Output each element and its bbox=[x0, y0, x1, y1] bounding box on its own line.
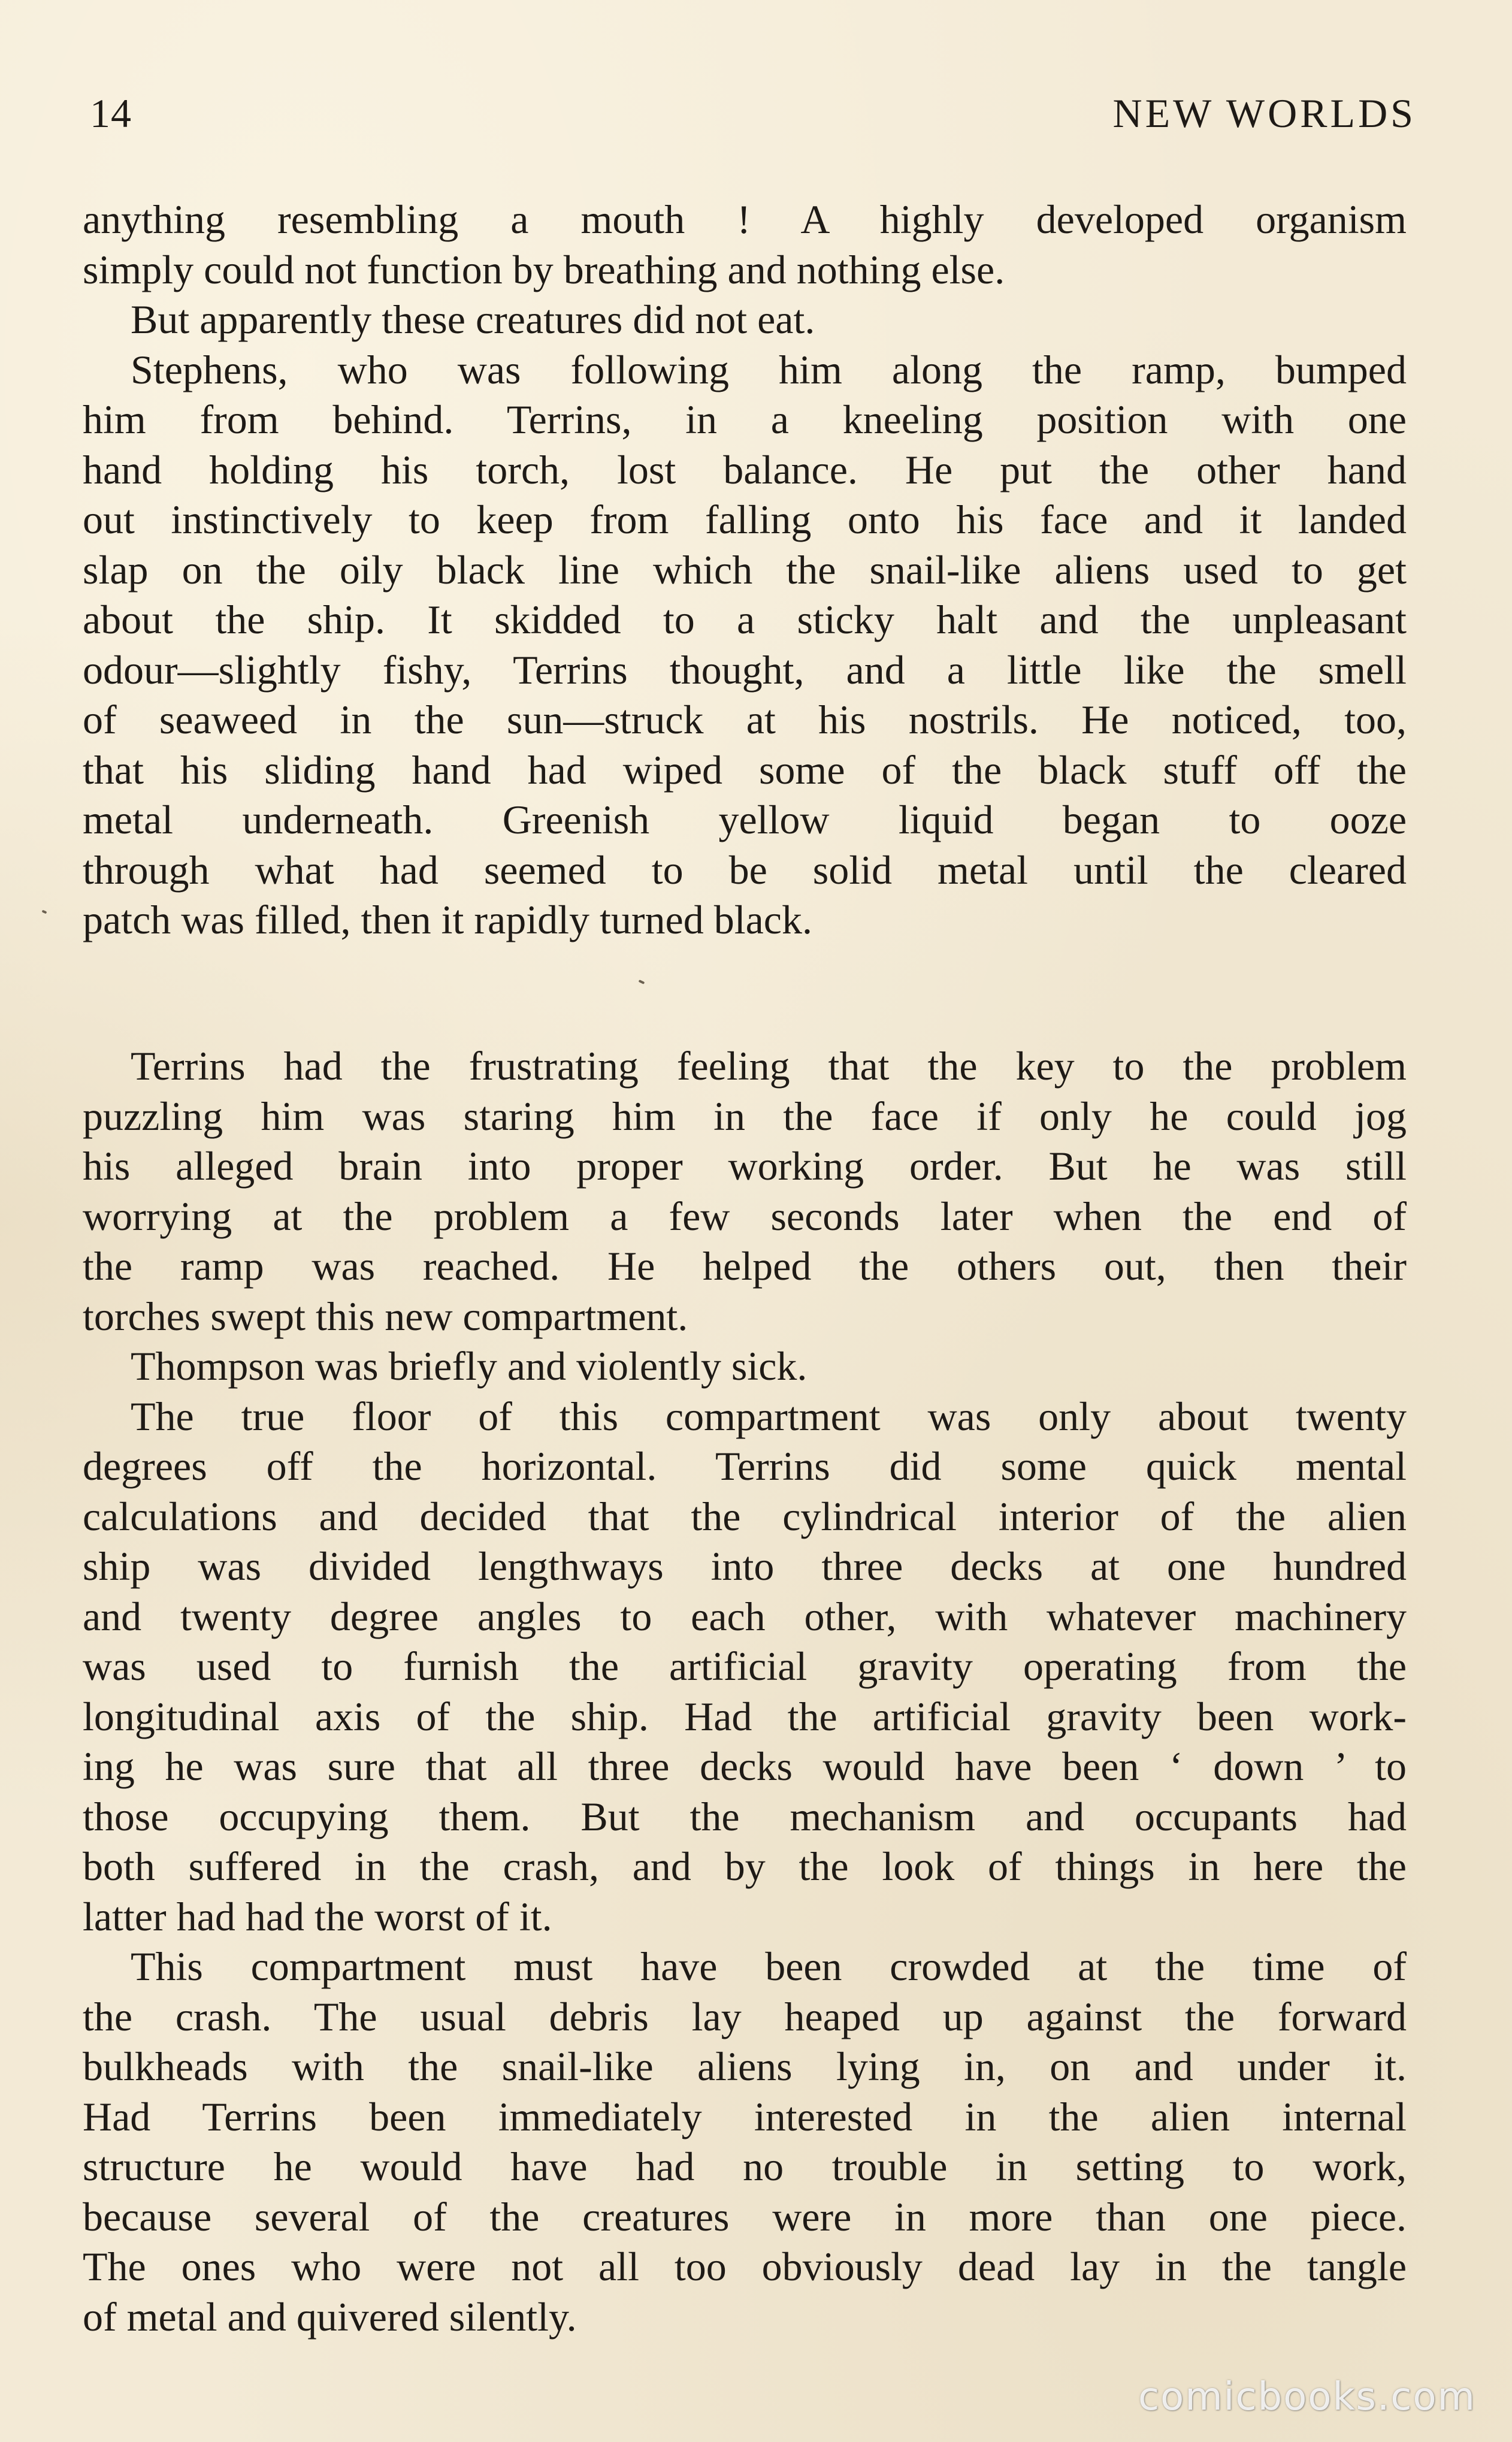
text-line: out instinctively to keep from falling onto his face and it landed bbox=[83, 497, 1407, 542]
text-line: hand holding his torch, lost balance. He put the other hand bbox=[83, 446, 1407, 492]
text-line: Terrins had the frustrating feeling that the key to the problem bbox=[131, 1043, 1407, 1089]
text-line: calculations and decided that the cylindrical interior of the alien bbox=[83, 1493, 1407, 1539]
text-line: ship was divided lengthways into three decks at one hundred bbox=[83, 1543, 1407, 1589]
text-line: odour—slightly fishy, Terrins thought, and a little like the smell bbox=[83, 646, 1407, 693]
text-line: through what had seemed to be solid metal until the cleared bbox=[83, 847, 1407, 893]
watermark: comicbooks.com bbox=[1138, 2375, 1476, 2419]
text-line: latter had had the worst of it. bbox=[83, 1893, 552, 1939]
text-line: ing he was sure that all three decks would have been ‘ down ’ to bbox=[83, 1743, 1407, 1789]
text-line: that his sliding hand had wiped some of the black stuff off the bbox=[83, 746, 1407, 793]
paragraph bbox=[83, 1392, 1407, 1942]
text-block-bottom bbox=[83, 1041, 1407, 2342]
text-line: and twenty degree angles to each other, with whatever machinery bbox=[83, 1593, 1407, 1639]
paragraph bbox=[83, 1341, 1407, 1392]
text-line: simply could not function by breathing and nothing else. bbox=[83, 246, 1005, 292]
paragraph bbox=[83, 345, 1407, 945]
running-head: NEW WORLDS bbox=[1112, 90, 1416, 136]
text-line: about the ship. It skidded to a sticky halt and the unpleasant bbox=[83, 597, 1407, 642]
paragraph bbox=[83, 1942, 1407, 2342]
page-header bbox=[90, 90, 1416, 150]
text-line: patch was filled, then it rapidly turned black. bbox=[83, 897, 812, 942]
paragraph bbox=[83, 295, 1407, 345]
text-line: longitudinal axis of the ship. Had the artificial gravity been work- bbox=[83, 1693, 1407, 1739]
text-line: The ones who were not all too obviously dead lay in the tangle bbox=[83, 2244, 1407, 2289]
text-line: of seaweed in the sun—struck at his nostrils. He noticed, too, bbox=[83, 697, 1407, 742]
text-line: of metal and quivered silently. bbox=[83, 2293, 577, 2340]
text-block-top bbox=[83, 195, 1407, 945]
text-line: both suffered in the crash, and by the look of things in here the bbox=[83, 1843, 1407, 1889]
print-speck bbox=[639, 980, 645, 984]
text-line: anything resembling a mouth ! A highly developed organism bbox=[83, 197, 1407, 242]
print-speck bbox=[42, 909, 47, 914]
text-line: his alleged brain into proper working order. But he was still bbox=[83, 1143, 1407, 1189]
paragraph bbox=[83, 195, 1407, 295]
text-line: Stephens, who was following him along the ramp, bumped bbox=[131, 346, 1407, 392]
text-line: puzzling him was staring him in the face if only he could jog bbox=[83, 1093, 1407, 1139]
text-line: This compartment must have been crowded at the time of bbox=[131, 1944, 1407, 1989]
text-line: bulkheads with the snail-like aliens lying in, on and under it. bbox=[83, 2044, 1407, 2089]
text-line: But apparently these creatures did not eat. bbox=[131, 297, 815, 342]
text-line: those occupying them. But the mechanism and occupants had bbox=[83, 1793, 1407, 1839]
text-line: The true floor of this compartment was only about twenty bbox=[131, 1393, 1407, 1439]
text-line: because several of the creatures were in more than one piece. bbox=[83, 2193, 1407, 2239]
text-line: metal underneath. Greenish yellow liquid began to ooze bbox=[83, 797, 1407, 842]
text-line: the crash. The usual debris lay heaped up against the forward bbox=[83, 1993, 1407, 2039]
text-line: the ramp was reached. He helped the others out, then their bbox=[83, 1243, 1407, 1289]
text-line: degrees off the horizontal. Terrins did some quick mental bbox=[83, 1443, 1407, 1489]
text-line: torches swept this new compartment. bbox=[83, 1293, 688, 1339]
text-line: him from behind. Terrins, in a kneeling position with one bbox=[83, 397, 1407, 442]
text-line: structure he would have had no trouble in setting to work, bbox=[83, 2144, 1407, 2189]
text-line: was used to furnish the artificial gravity operating from the bbox=[83, 1643, 1407, 1689]
page-number: 14 bbox=[90, 90, 132, 136]
text-line: worrying at the problem a few seconds later when the end of bbox=[83, 1193, 1407, 1239]
text-line: slap on the oily black line which the snail-like aliens used to get bbox=[83, 546, 1407, 593]
text-line: Had Terrins been immediately interested in the alien internal bbox=[83, 2093, 1407, 2139]
text-line: Thompson was briefly and violently sick. bbox=[131, 1343, 808, 1389]
paragraph bbox=[83, 1041, 1407, 1341]
